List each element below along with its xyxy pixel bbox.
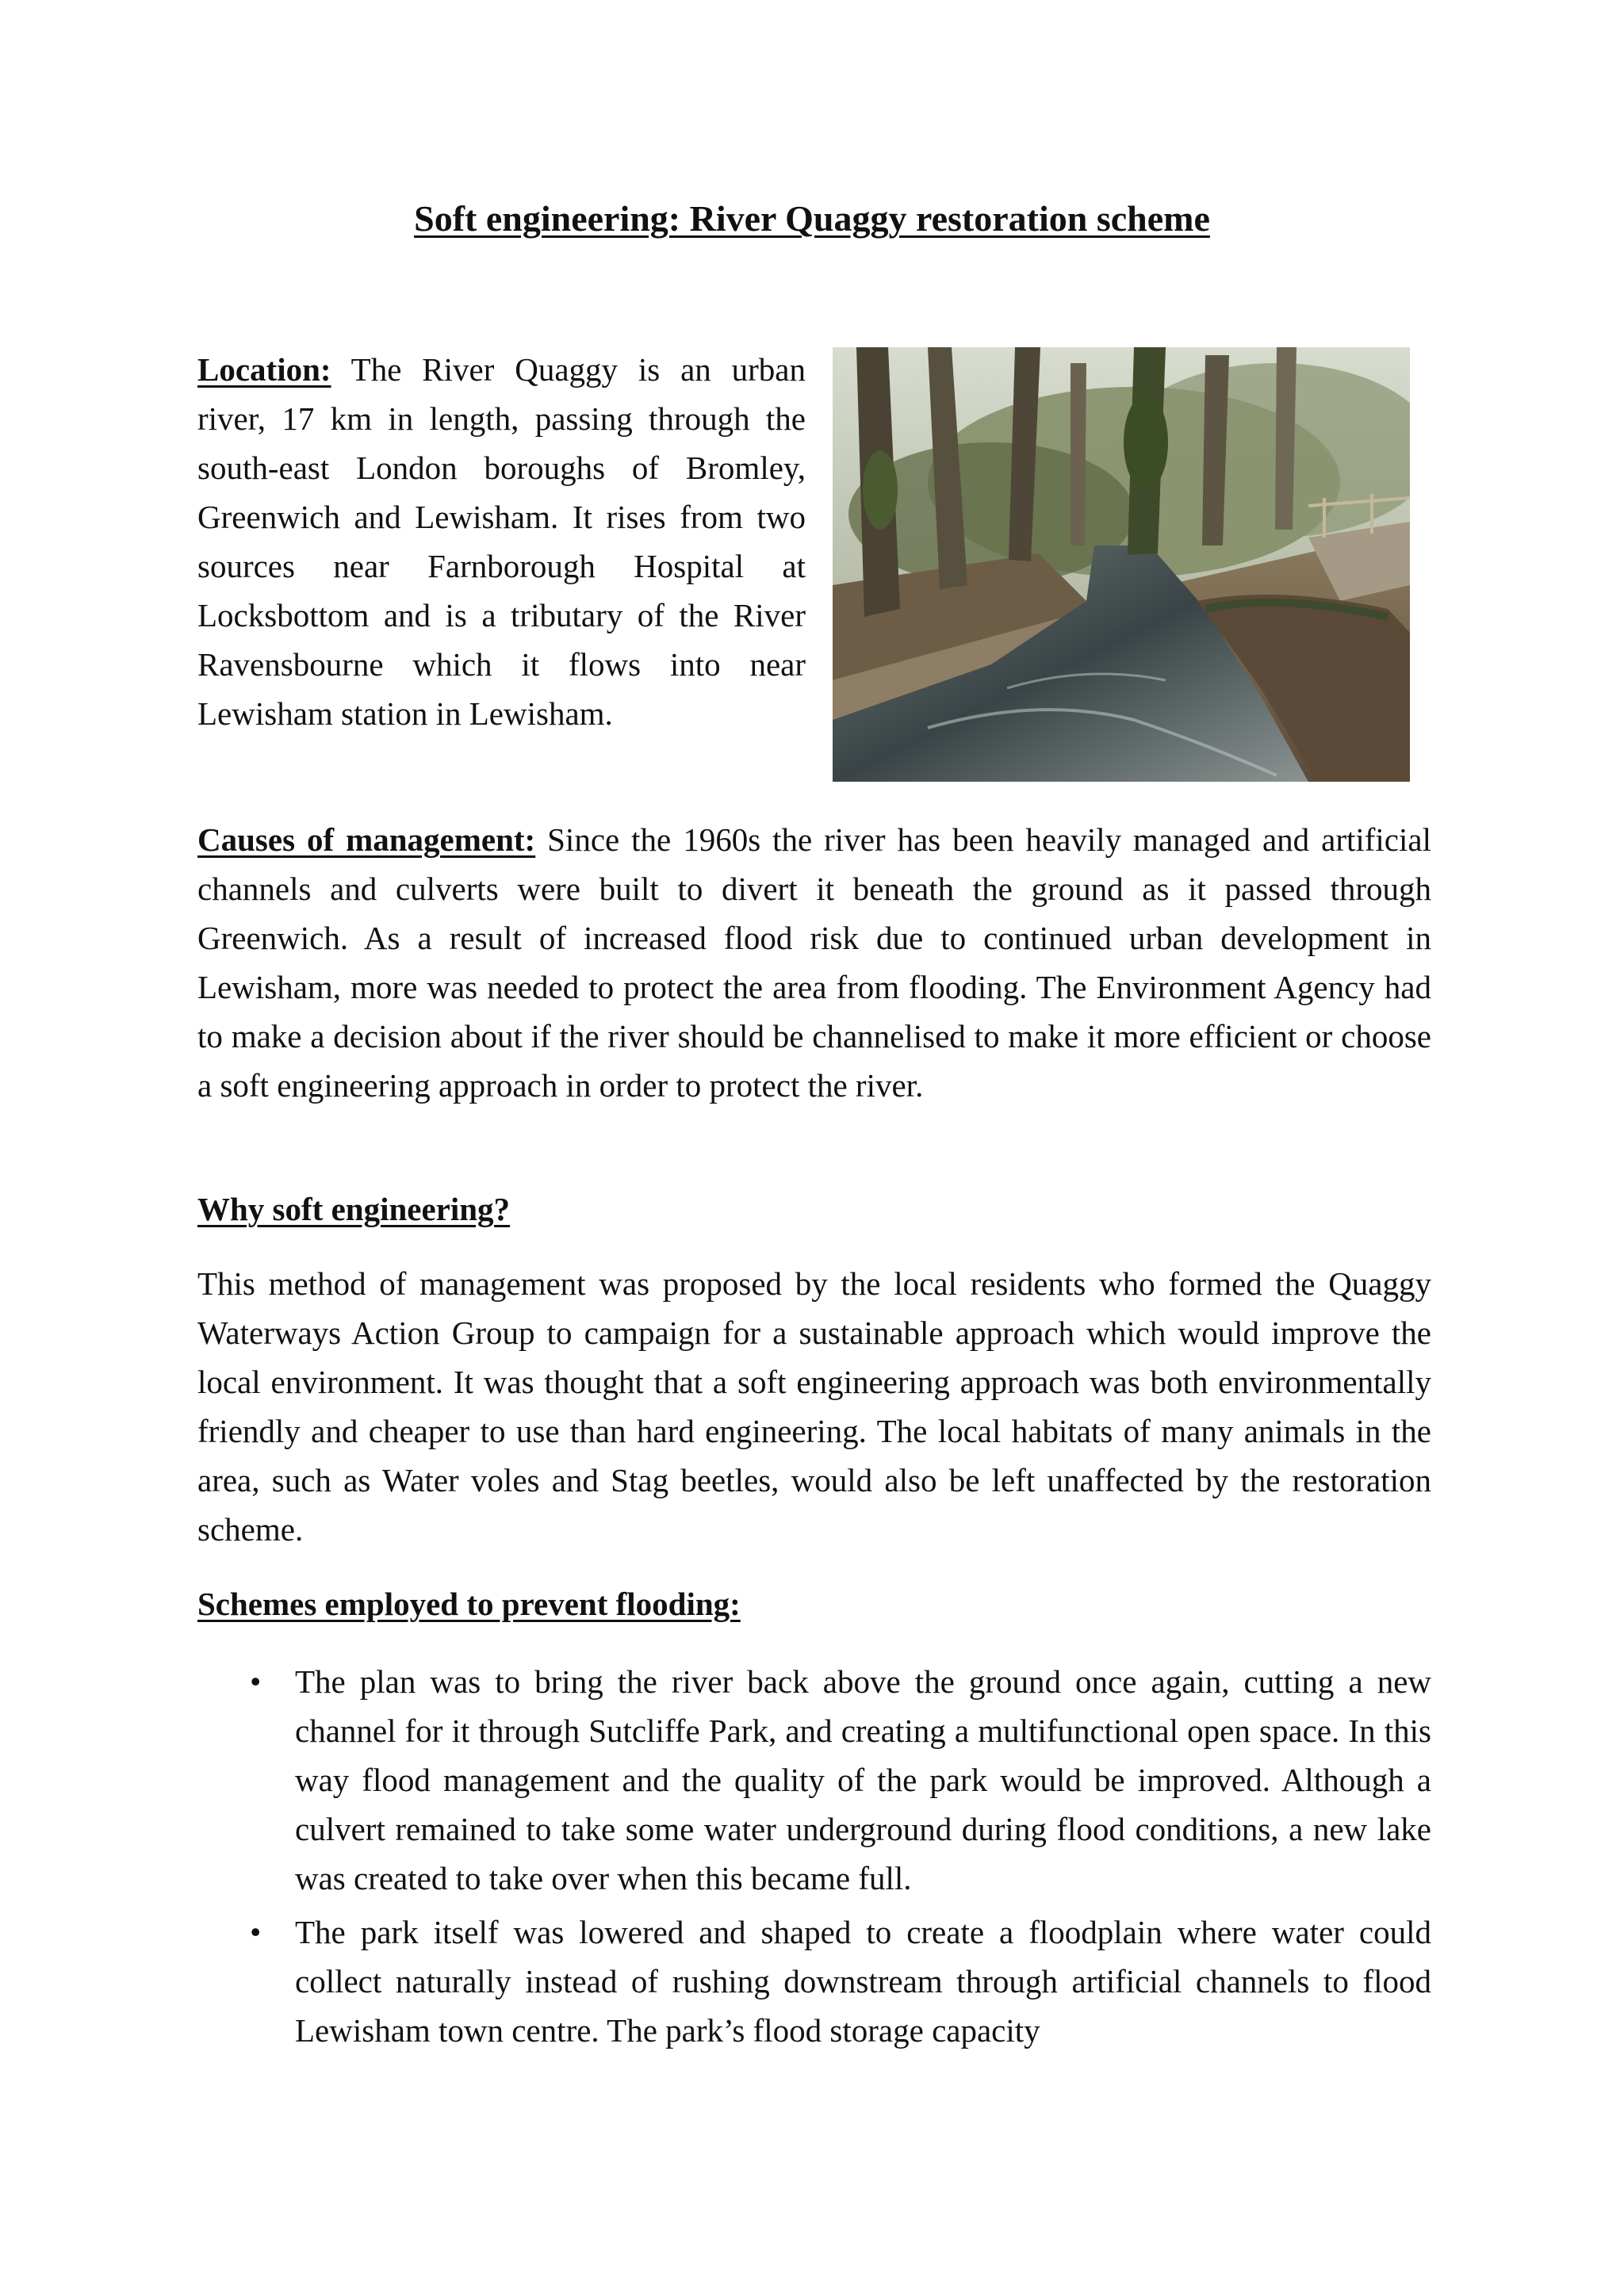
page-title: Soft engineering: River Quaggy restoration scheme [414,198,1210,239]
bullet-icon: • [250,1914,262,1950]
why-paragraph: This method of management was proposed by the local residents who formed the Quaggy Waterways Action Group to campaign for a sustainable approach which would improve the local environment. It was thought that a soft engineering approach was both environmentally friendly and cheaper to use than hard engineering. The local habitats of many animals in the area, such as Water voles and Stag beetles, would also be left unaffected by the restoration scheme. [197,1265,1431,1548]
list-item [197,1657,1431,1903]
list-item-text: The park itself was lowered and shaped to create a floodplain where water could collect naturally instead of rushing downstream through artificial channels to flood Lewisham town centre. The park’s flood storage capacity [295,1914,1431,2049]
schemes-list [197,1657,1431,2060]
woodland-stream-photo [833,347,1410,782]
photo-illustration [833,347,1410,782]
why-heading: Why soft engineering? [197,1191,511,1227]
location-text: The River Quaggy is an urban river, 17 km in length, passing through the south-east London boroughs of Bromley, Greenwich and Lewisham. It rises from two sources near Farnborough Hospital at Locksbottom and is a tributary of the River Ravensbourne which it flows into near Lewisham station in Lewisham. [197,351,806,732]
schemes-heading-block [197,1579,1431,1628]
location-heading: Location: [197,351,331,388]
location-paragraph [197,345,806,738]
causes-text: Since the 1960s the river has been heavily managed and artificial channels and culverts were built to divert it beneath the ground as it passed through Greenwich. As a result of increased flood risk due to continued urban development in Lewisham, more was needed to protect the area from flooding. The Environment Agency had to make a decision about if the river should be channelised to make it more efficient or choose a soft engineering approach in order to protect the river. [197,821,1431,1104]
list-item-text: The plan was to bring the river back above the ground once again, cutting a new channel for it through Sutcliffe Park, and creating a multifunctional open space. In this way flood management and the quality of the park would be improved. Although a culvert remained to take some water underground during flood conditions, a new lake was created to take over when this became full. [295,1663,1431,1896]
schemes-heading: Schemes employed to prevent flooding: [197,1586,741,1622]
list-item [197,1908,1431,2055]
causes-heading: Causes of management: [197,821,536,858]
causes-paragraph [197,815,1431,1110]
why-heading-block [197,1184,1431,1234]
bullet-icon: • [250,1663,262,1700]
